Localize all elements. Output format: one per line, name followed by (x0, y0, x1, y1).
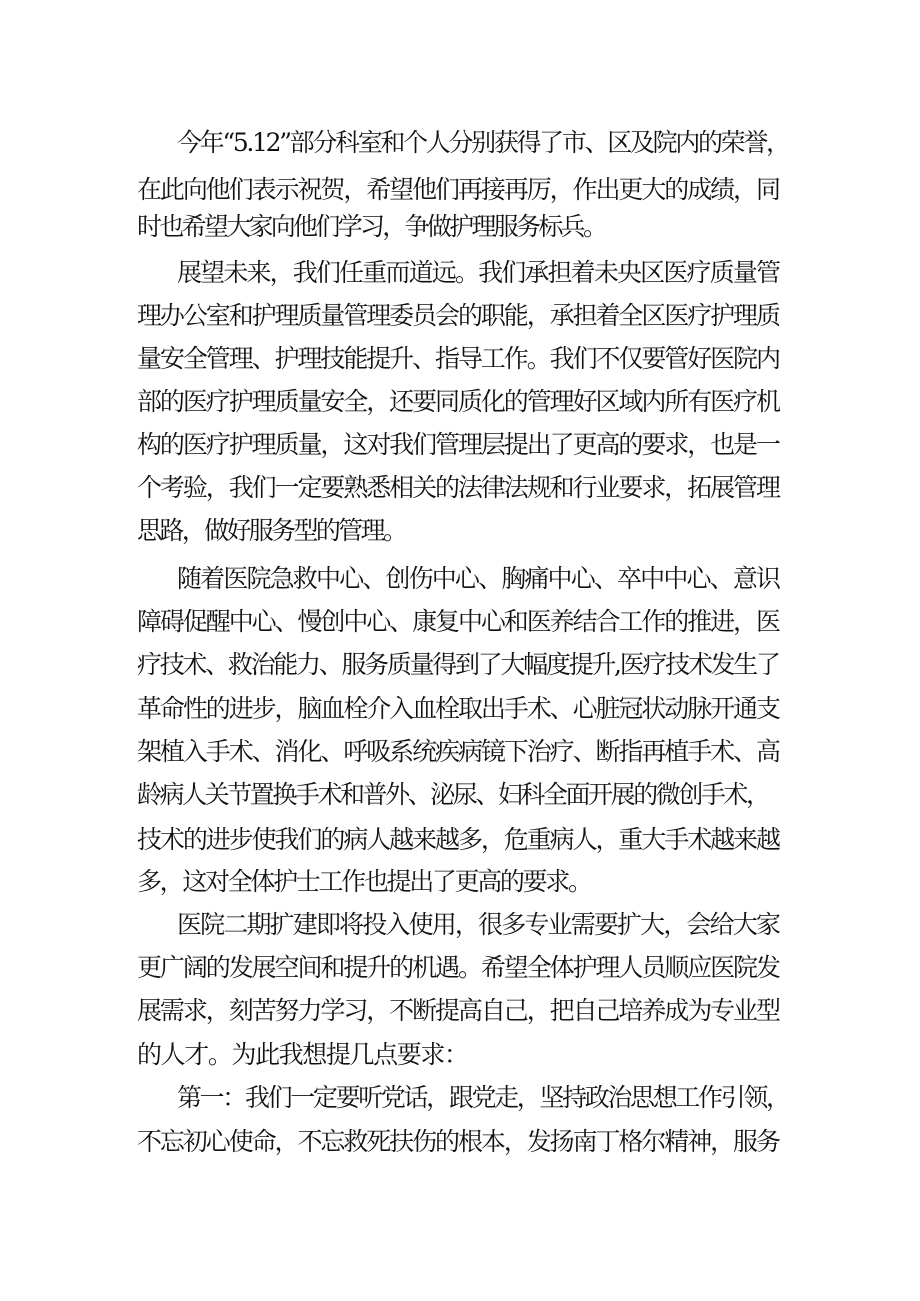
text-line: 在此向他们表示祝贺，希望他们再接再厉，作出更大的成绩，同 (137, 175, 779, 204)
text-line: 龄病人关节置换手术和普外、泌尿、妇科全面开展的微创手术， (137, 780, 769, 809)
text-line: 第一：我们一定要听党话，跟党走，坚持政治思想工作引领， (177, 1083, 789, 1112)
text-line: 今年“5.12”部分科室和个人分别获得了市、区及院内的荣誉， (177, 128, 789, 157)
text-line: 不忘初心使命，不忘救死扶伤的根本，发扬南丁格尔精神，服务 (137, 1127, 779, 1156)
text-line: 架植入手术、消化、呼吸系统疾病镜下治疗、断指再植手术、高 (137, 737, 779, 766)
text-line: 随着医院急救中心、创伤中心、胸痛中心、卒中中心、意识 (177, 564, 780, 593)
text-line: 部的医疗护理质量安全，还要同质化的管理好区域内所有医疗机 (137, 387, 779, 416)
text-line: 疗技术、救治能力、服务质量得到了大幅度提升,医疗技术发生了 (137, 650, 779, 679)
text-line: 构的医疗护理质量，这对我们管理层提出了更高的要求，也是一 (137, 430, 779, 459)
text-line: 医院二期扩建即将投入使用，很多专业需要扩大，会给大家 (177, 910, 780, 939)
text-line: 展需求，刻苦努力学习，不断提高自己，把自己培养成为专业型 (137, 996, 779, 1025)
text-line: 理办公室和护理质量管理委员会的职能，承担着全区医疗护理质 (137, 301, 779, 330)
text-line: 时也希望大家向他们学习，争做护理服务标兵。 (137, 212, 606, 241)
text-line: 障碍促醒中心、慢创中心、康复中心和医养结合工作的推进，医 (137, 607, 779, 636)
text-line: 展望未来，我们任重而道远。我们承担着未央区医疗质量管 (177, 258, 780, 287)
text-line: 量安全管理、护理技能提升、指导工作。我们不仅要管好医院内 (137, 344, 779, 373)
text-line: 的人才。为此我想提几点要求： (137, 1040, 468, 1069)
text-line: 个考验，我们一定要熟悉相关的法律法规和行业要求，拓展管理 (137, 473, 779, 502)
text-line: 革命性的进步，脑血栓介入血栓取出手术、心脏冠状动脉开通支 (137, 694, 779, 723)
text-line: 技术的进步使我们的病人越来越多，危重病人，重大手术越来越 (137, 825, 779, 854)
text-line: 多，这对全体护士工作也提出了更高的要求。 (137, 867, 591, 896)
text-line: 更广阔的发展空间和提升的机遇。希望全体护理人员顺应医院发 (137, 953, 779, 982)
text-line: 思路，做好服务型的管理。 (137, 516, 406, 545)
